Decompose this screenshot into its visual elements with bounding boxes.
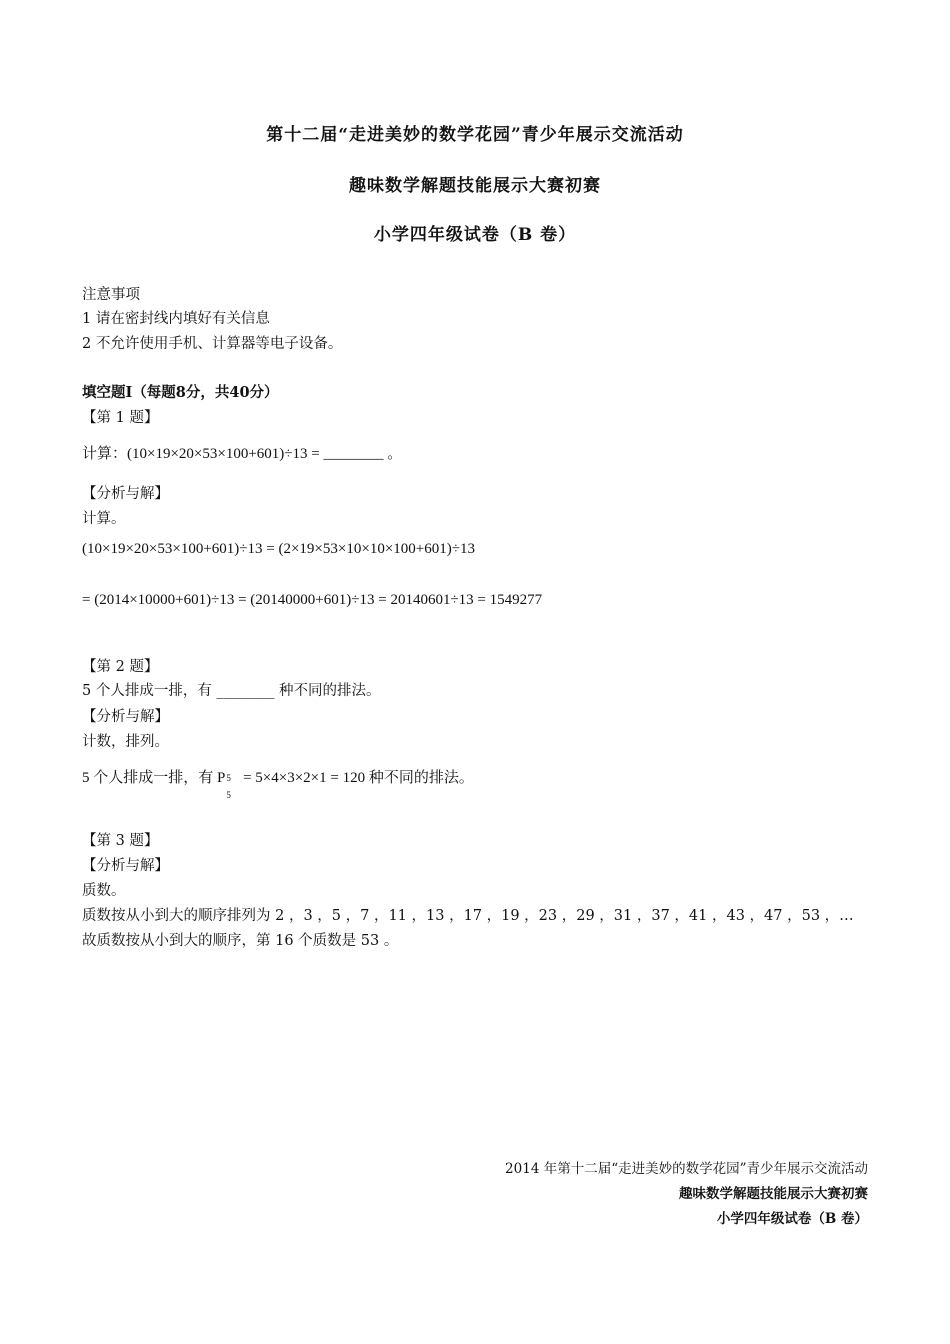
q2-answer-suffix: = 5×4×3×2×1 = 120 种不同的排法。 (239, 770, 474, 786)
q3-line-1: 质数按从小到大的顺序排列为 2 ，3 ，5 ，7 ，11 ，13 ，17 ，19 ，23 ，29 ，31 ，37 ，41 ，43 ，47 ，53 ，… (82, 908, 854, 924)
notes-heading: 注意事项 (82, 287, 140, 303)
q1-label: 【第 1 题】 (82, 410, 159, 426)
q1-analysis: 计算。 (82, 511, 126, 527)
q2-question: 5 个人排成一排，有 ________ 种不同的排法。 (82, 683, 381, 699)
q3-analysis: 质数。 (82, 883, 126, 899)
q1-analysis-label: 【分析与解】 (82, 486, 169, 502)
footer-line-3: 小学四年级试卷（B 卷） (716, 1211, 868, 1227)
q1-step-2: = (2014×10000+601)÷13 = (20140000+601)÷13 = 20140601÷13 = 1549277 (82, 592, 543, 608)
q1-step-1: (10×19×20×53×100+601)÷13 = (2×19×53×10×10×100+601)÷13 (82, 541, 475, 557)
q2-label: 【第 2 题】 (82, 659, 159, 675)
q2-answer-sup: 5 (226, 773, 231, 783)
q2-analysis: 计数，排列。 (82, 734, 169, 750)
title-line-1: 第十二届“走进美妙的数学花园”青少年展示交流活动 (266, 125, 684, 145)
footer-line-1: 2014 年第十二届“走进美妙的数学花园”青少年展示交流活动 (505, 1161, 868, 1177)
notes-item-2: 2 不允许使用手机、计算器等电子设备。 (82, 336, 343, 352)
q3-label: 【第 3 题】 (82, 833, 159, 849)
section-heading: 填空题Ⅰ（每题8分，共40分） (82, 384, 279, 401)
q2-answer-prefix: 5 个人排成一排，有 P (82, 770, 226, 786)
footer-line-2: 趣味数学解题技能展示大赛初赛 (679, 1186, 868, 1202)
q2-answer (82, 766, 474, 800)
q2-analysis-label: 【分析与解】 (82, 709, 169, 725)
q1-question: 计算：(10×19×20×53×100+601)÷13 = ________ 。 (82, 446, 403, 462)
title-line-3: 小学四年级试卷（B 卷） (373, 225, 577, 245)
title-line-2: 趣味数学解题技能展示大赛初赛 (349, 176, 601, 196)
q2-answer-sub: 5 (226, 790, 231, 800)
q3-analysis-label: 【分析与解】 (82, 858, 169, 874)
q3-line-2: 故质数按从小到大的顺序，第 16 个质数是 53 。 (82, 933, 399, 949)
notes-item-1: 1 请在密封线内填好有关信息 (82, 311, 270, 327)
